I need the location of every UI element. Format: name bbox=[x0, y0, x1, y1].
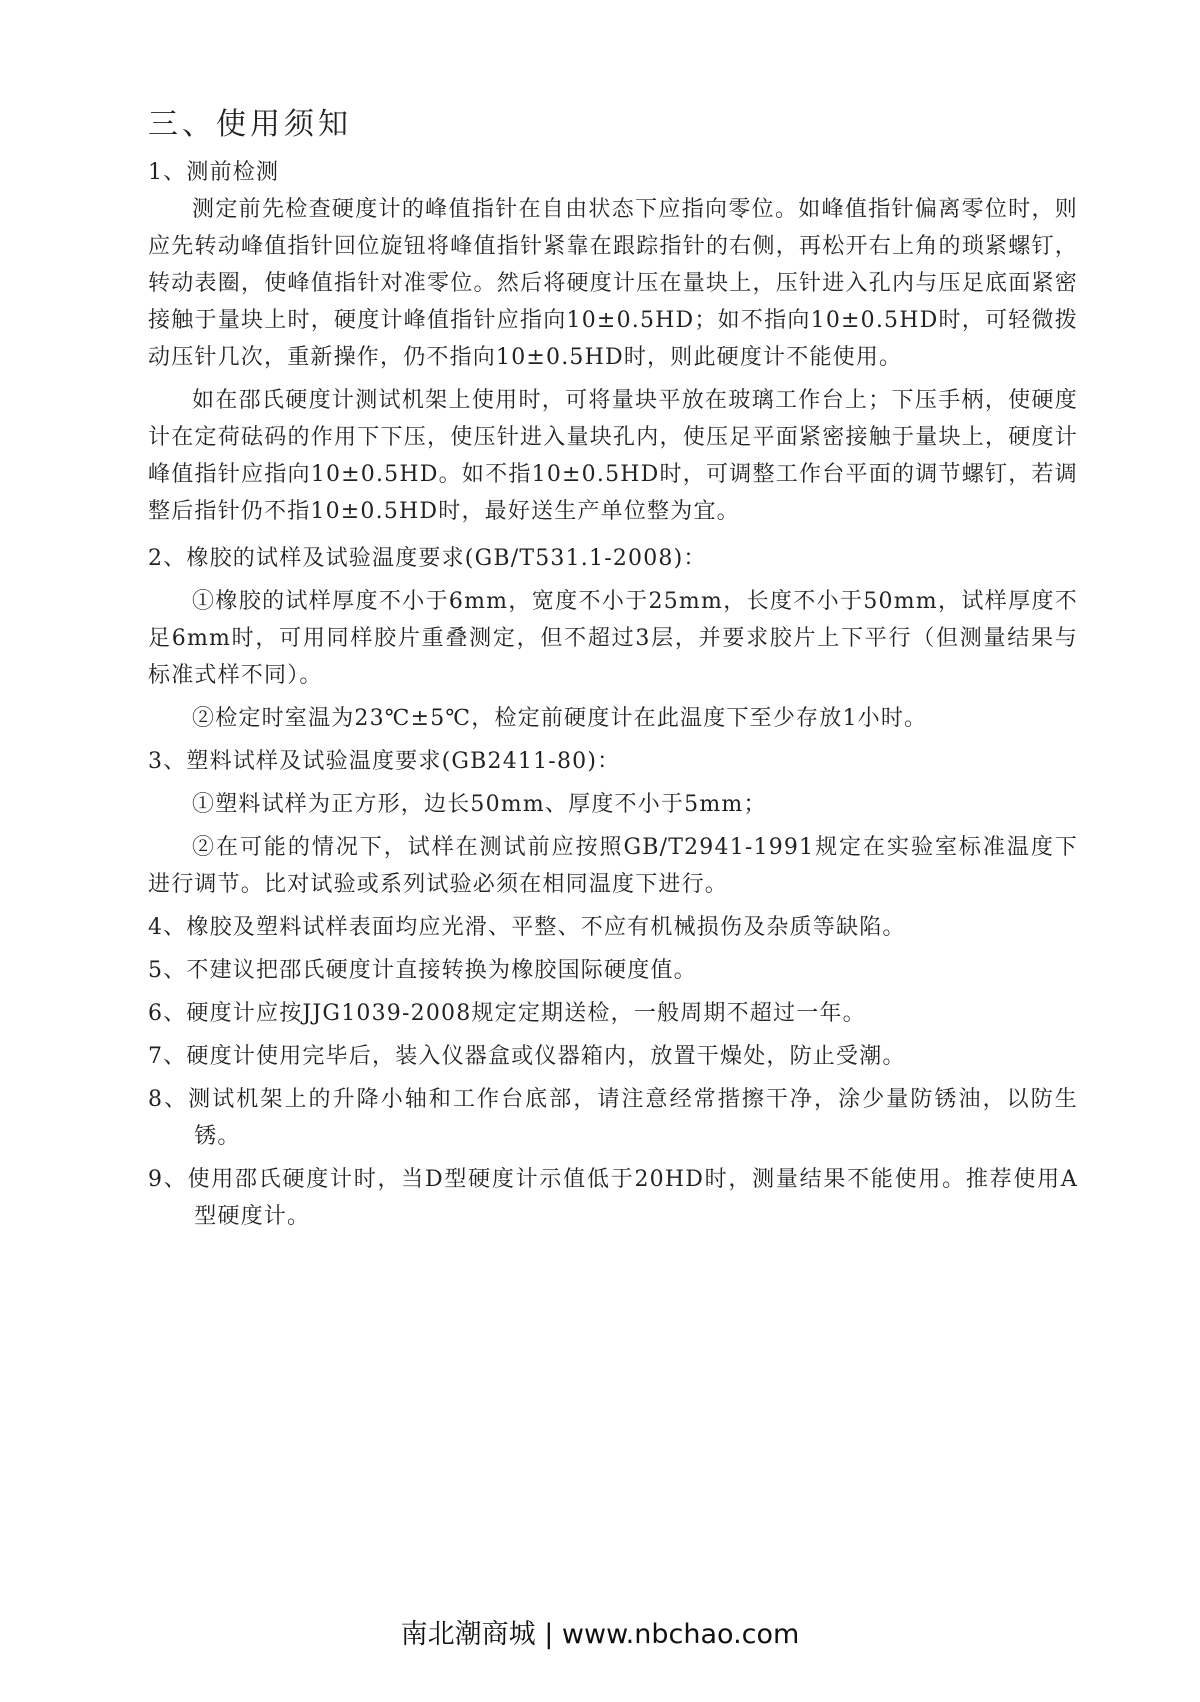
item-8: 8、测试机架上的升降小轴和工作台底部，请注意经常揩擦干净，涂少量防锈油，以防生锈。 bbox=[148, 1087, 1078, 1149]
item-2-point-b: ②检定时室温为23℃±5℃，检定前硬度计在此温度下至少存放1小时。 bbox=[192, 706, 928, 731]
item-1-paragraph-2: 如在邵氏硬度计测试机架上使用时，可将量块平放在玻璃工作台上；下压手柄，使硬度计在定荷砝码的作用下下压，使压针进入量块孔内，使压足平面紧密接触于量块上，硬度计峰值指针应指向10±0.5HD。如不指10±0.5HD时，可调整工作台平面的调节螺钉，若调整后指针仍不指10±0.5HD时，最好送生产单位整为宜。 bbox=[148, 388, 1078, 524]
section-title: 三、使用须知 bbox=[148, 107, 352, 142]
item-9: 9、使用邵氏硬度计时，当D型硬度计示值低于20HD时，测量结果不能使用。推荐使用A型硬度计。 bbox=[148, 1167, 1078, 1229]
item-2-title: 2、橡胶的试样及试验温度要求(GB/T531.1-2008)： bbox=[148, 546, 707, 571]
item-7: 7、硬度计使用完毕后，装入仪器盒或仪器箱内，放置干燥处，防止受潮。 bbox=[148, 1044, 906, 1069]
item-6: 6、硬度计应按JJG1039-2008规定定期送检，一般周期不超过一年。 bbox=[148, 1001, 866, 1026]
item-1-title: 1、测前检测 bbox=[148, 160, 280, 185]
item-2-point-a: ①橡胶的试样厚度不小于6mm，宽度不小于25mm，长度不小于50mm，试样厚度不足6mm时，可用同样胶片重叠测定，但不超过3层，并要求胶片上下平行（但测量结果与标准式样不同）。 bbox=[148, 589, 1078, 688]
item-4: 4、橡胶及塑料试样表面均应光滑、平整、不应有机械损伤及杂质等缺陷。 bbox=[148, 915, 906, 940]
item-3-title: 3、塑料试样及试验温度要求(GB2411-80)： bbox=[148, 749, 621, 774]
item-3-point-b: ②在可能的情况下，试样在测试前应按照GB/T2941-1991规定在实验室标准温度下进行调节。比对试验或系列试验必须在相同温度下进行。 bbox=[148, 835, 1078, 897]
item-5: 5、不建议把邵氏硬度计直接转换为橡胶国际硬度值。 bbox=[148, 958, 697, 983]
item-3-point-a: ①塑料试样为正方形，边长50mm、厚度不小于5mm； bbox=[192, 792, 767, 817]
item-1-paragraph-1: 测定前先检查硬度计的峰值指针在自由状态下应指向零位。如峰值指针偏离零位时，则应先转动峰值指针回位旋钮将峰值指针紧靠在跟踪指针的右侧，再松开右上角的琐紧螺钉，转动表圈，使峰值指针对准零位。然后将硬度计压在量块上，压针进入孔内与压足底面紧密接触于量块上时，硬度计峰值指针应指向10±0.5HD；如不指向10±0.5HD时，可轻微拨动压针几次，重新操作，仍不指向10±0.5HD时，则此硬度计不能使用。 bbox=[148, 197, 1078, 370]
document-body bbox=[148, 104, 1078, 1235]
footer-watermark: 南北潮商城 | www.nbchao.com bbox=[400, 1619, 800, 1650]
